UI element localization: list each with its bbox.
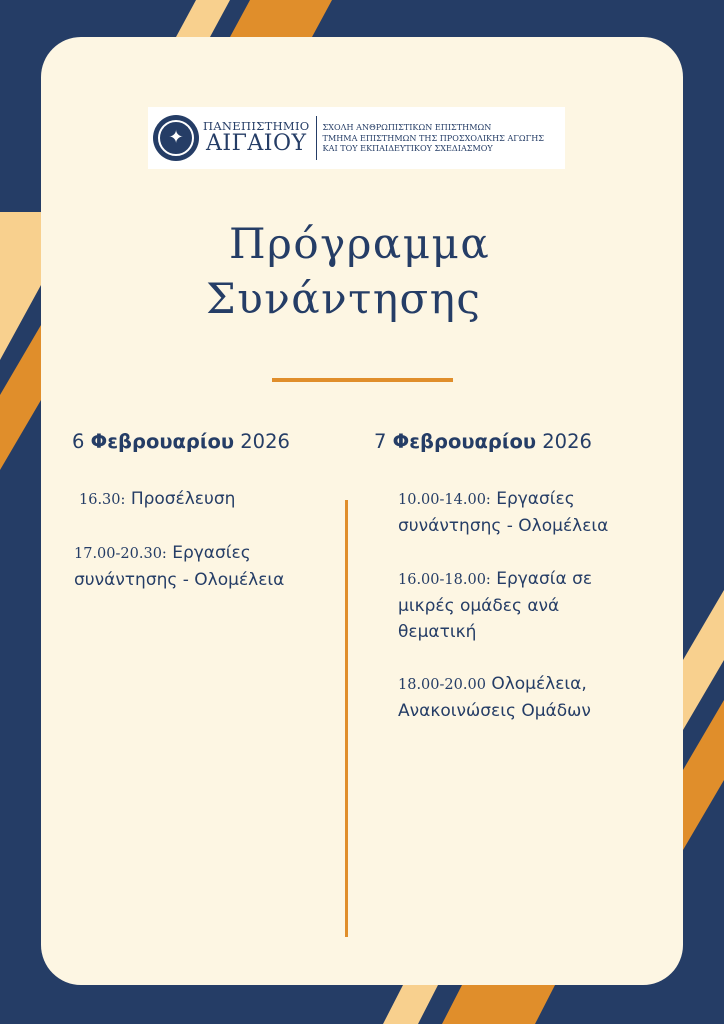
schedule-time: 17.00-20.30: — [74, 546, 167, 562]
schedule-time: 10.00-14.00: — [398, 492, 491, 508]
faculty-line2: ΤΜΗΜΑ ΕΠΙΣΤΗΜΩΝ ΤΗΣ ΠΡΟΣΧΟΛΙΚΗΣ ΑΓΩΓΗΣ — [322, 132, 545, 143]
schedule-item — [74, 540, 314, 593]
schedule-item — [398, 566, 623, 645]
day1-heading — [72, 430, 290, 453]
page-title-line1: Πρόγραμμα — [229, 219, 491, 268]
day1-number: 6 — [72, 430, 85, 453]
faculty-line1: ΣΧΟΛΗ ΑΝΘΡΩΠΙΣΤΙΚΩΝ ΕΠΙΣΤΗΜΩΝ — [322, 121, 492, 132]
schedule-time: 16.30: — [79, 492, 126, 508]
schedule-text: Εργασίες συνάντησης - Ολομέλεια — [74, 543, 285, 590]
schedule-time: 18.00-20.00 — [398, 677, 486, 693]
university-logo — [148, 107, 565, 169]
schedule-time: 16.00-18.00: — [398, 572, 491, 588]
faculty-line3: ΚΑΙ ΤΟΥ ΕΚΠΑΙΔΕΥΤΙΚΟΥ ΣΧΕΔΙΑΣΜΟΥ — [322, 143, 493, 154]
schedule-item — [398, 486, 638, 539]
schedule-text: Εργασίες συνάντησης - Ολομέλεια — [398, 489, 609, 536]
title-underline — [272, 378, 453, 382]
content-card — [41, 37, 683, 985]
schedule-text: Εργασία σε μικρές ομάδες ανά θεματική — [398, 569, 593, 642]
university-name-line1: ΠΑΝΕΠΙΣΤΗΜΙΟ — [203, 118, 310, 133]
university-emblem-icon: ✦ — [153, 115, 199, 161]
day2-heading — [374, 430, 592, 453]
university-name — [203, 118, 310, 157]
schedule-text: Ολομέλεια, Ανακοινώσεις Ομάδων — [398, 674, 591, 721]
faculty-name — [323, 122, 544, 154]
day2-month: Φεβρουαρίου — [392, 430, 537, 453]
logo-divider — [316, 116, 317, 160]
university-name-line2: ΑΙΓΑΙΟΥ — [206, 131, 307, 157]
day1-month: Φεβρουαρίου — [90, 430, 235, 453]
day2-year: 2026 — [542, 430, 592, 453]
page-title — [206, 216, 606, 326]
schedule-item — [79, 486, 329, 513]
schedule-text: Προσέλευση — [130, 489, 236, 509]
page-title-line2: Συνάντησης — [206, 274, 482, 323]
day2-number: 7 — [374, 430, 387, 453]
schedule-item — [398, 671, 628, 724]
day1-year: 2026 — [240, 430, 290, 453]
column-divider — [345, 500, 348, 937]
